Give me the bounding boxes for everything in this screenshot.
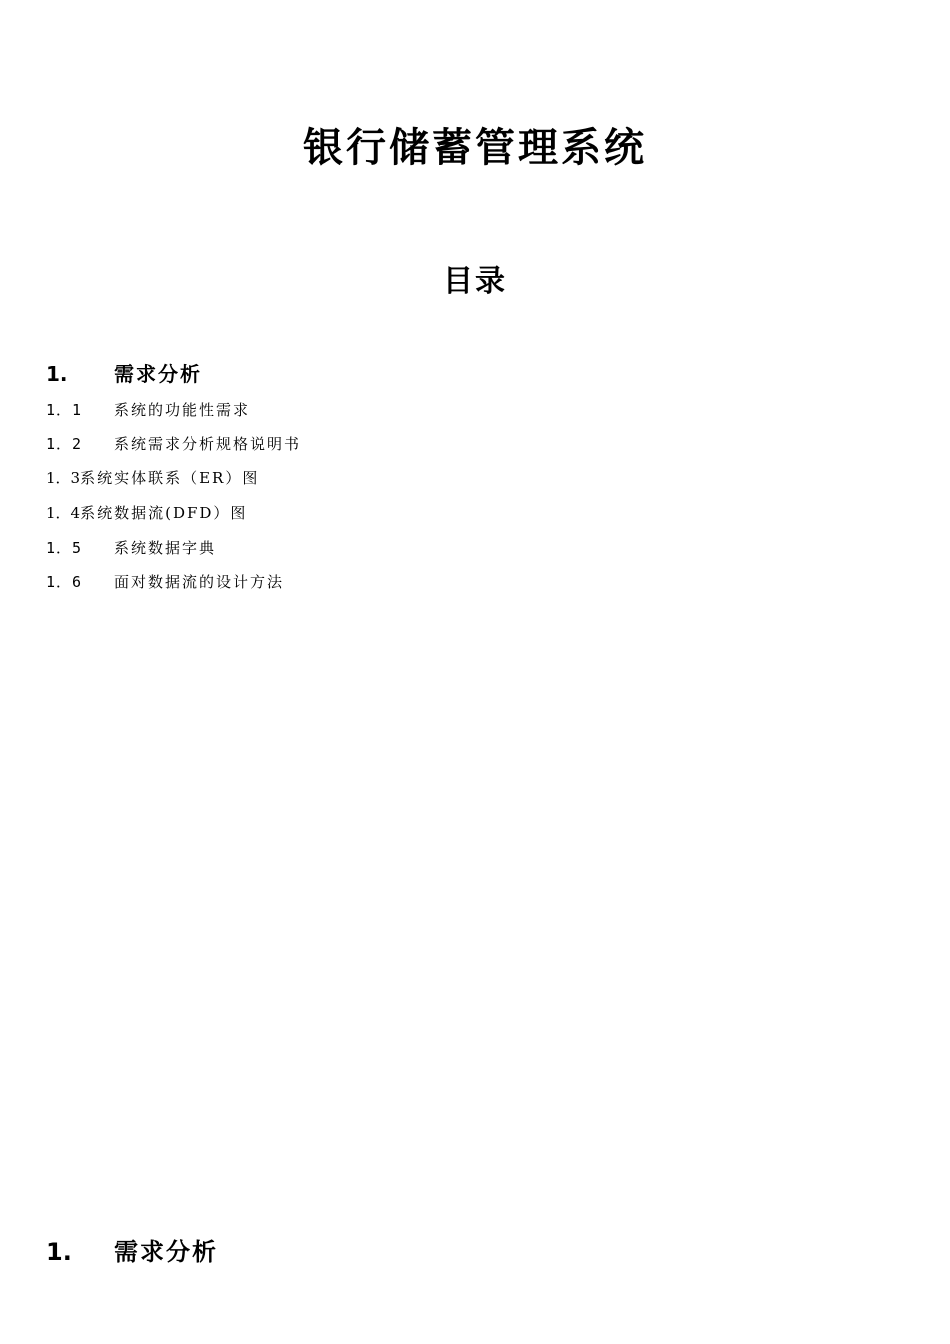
toc-entry-title: 系统数据流(DFD）图 [80,504,248,522]
toc-entry-1-1[interactable] [46,399,250,421]
toc-entry-number: 1．5 [46,539,83,557]
toc-entry-number: 1．2 [46,435,83,453]
toc-entry-title: 系统数据字典 [114,539,217,557]
toc-entry-title: 系统需求分析规格说明书 [114,435,302,453]
toc-entry-number: 1．1 [46,401,83,419]
toc-entry-1-5[interactable] [46,537,216,559]
toc-entry-1-6[interactable] [46,571,284,593]
document-title: 银行储蓄管理系统 [303,124,647,171]
toc-entry-number: 1．4 [46,504,81,522]
section-heading [46,1236,218,1268]
toc-entry-title: 需求分析 [114,362,202,386]
toc-entry-title: 系统的功能性需求 [114,401,251,419]
toc-heading: 目录 [443,264,507,299]
section-title: 需求分析 [114,1237,218,1266]
toc-entry-number: 1. [46,362,68,386]
toc-entry-title: 系统实体联系（ER）图 [80,469,260,487]
toc-entry-1-2[interactable] [46,433,301,455]
toc-entry-number: 1．6 [46,573,83,591]
toc-entry-1-3[interactable] [46,467,259,489]
toc-entry-title: 面对数据流的设计方法 [114,573,285,591]
toc-entry-1-4[interactable] [46,502,247,524]
toc-entry-chapter-1[interactable] [46,360,202,388]
section-number: 1. [46,1238,72,1266]
toc-entry-number: 1．3 [46,469,81,487]
